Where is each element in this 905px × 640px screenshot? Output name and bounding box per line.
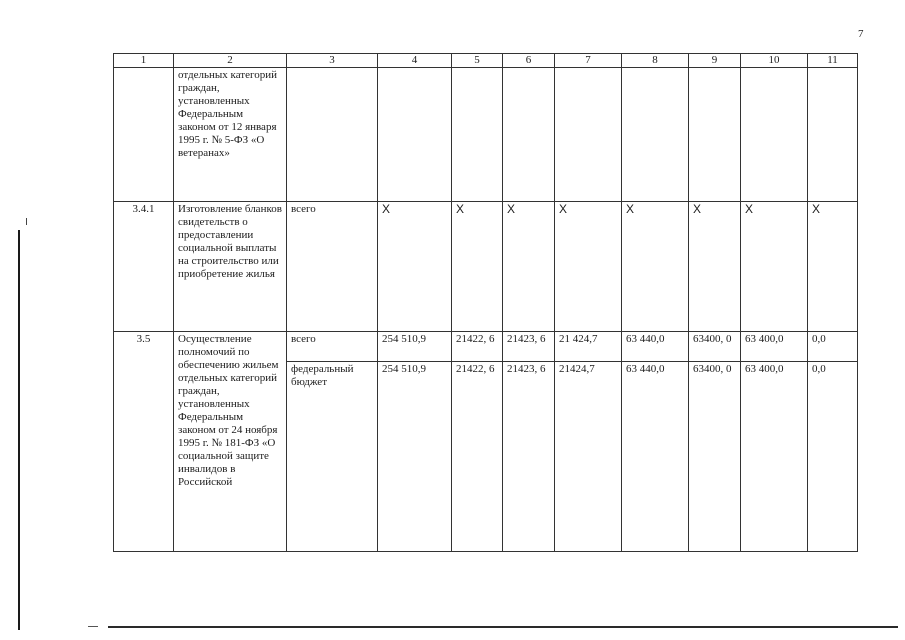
value-cell: 63 440,0 [622, 362, 689, 552]
header-cell: 10 [741, 54, 808, 68]
page-bottom-rule [108, 626, 898, 628]
value-cell: 63 400,0 [741, 362, 808, 552]
row-name-cell: Осуществление полномочий по обеспечению жильем отдельных категорий граждан, установленных Федеральным законом от 24 ноября 1995 г. № 181-ФЗ «О социальной защите инвалидов в Российской [174, 332, 287, 552]
header-row [114, 54, 858, 68]
table-row-3-4-1 [114, 202, 858, 332]
value-cell: Х [555, 202, 622, 332]
table-row-3-5-total [114, 332, 858, 362]
value-cell: 21423, 6 [503, 362, 555, 552]
header-cell: 1 [114, 54, 174, 68]
value-cell: 63 440,0 [622, 332, 689, 362]
row-name-cell: отдельных категорий граждан, установленных Федеральным законом от 12 января 1995 г. № 5-ФЗ «О ветеранах» [174, 68, 287, 202]
source-cell: всего [287, 332, 378, 362]
value-cell: 254 510,9 [378, 332, 452, 362]
value-cell: 21422, 6 [452, 362, 503, 552]
value-cell: 21423, 6 [503, 332, 555, 362]
row-number-cell: 3.4.1 [114, 202, 174, 332]
value-cell: 21422, 6 [452, 332, 503, 362]
header-cell: 4 [378, 54, 452, 68]
row-name-cell: Изготовление бланков свидетельств о предоставлении социальной выплаты на строительство или приобретение жилья [174, 202, 287, 332]
value-cell: 21424,7 [555, 362, 622, 552]
margin-tick [26, 218, 27, 225]
table-row-continuation [114, 68, 858, 202]
row-number-cell [114, 68, 174, 202]
value-cell: 21 424,7 [555, 332, 622, 362]
page-number: 7 [858, 28, 864, 40]
value-cell: 0,0 [808, 332, 858, 362]
value-cell: Х [622, 202, 689, 332]
value-cell: Х [689, 202, 741, 332]
header-cell: 5 [452, 54, 503, 68]
value-cell: Х [503, 202, 555, 332]
header-cell: 11 [808, 54, 858, 68]
header-cell: 2 [174, 54, 287, 68]
scan-edge-bar [18, 230, 20, 630]
value-cell: 63400, 0 [689, 362, 741, 552]
budget-table [113, 53, 858, 552]
value-cell: 0,0 [808, 362, 858, 552]
scan-artifact-dash [88, 626, 98, 627]
value-cell: 63400, 0 [689, 332, 741, 362]
value-cell: Х [808, 202, 858, 332]
header-cell: 8 [622, 54, 689, 68]
value-cell: 63 400,0 [741, 332, 808, 362]
header-cell: 9 [689, 54, 741, 68]
header-cell: 6 [503, 54, 555, 68]
value-cell: Х [378, 202, 452, 332]
row-number-cell: 3.5 [114, 332, 174, 552]
value-cell: 254 510,9 [378, 362, 452, 552]
header-cell: 7 [555, 54, 622, 68]
source-cell: всего [287, 202, 378, 332]
source-cell: федеральный бюджет [287, 362, 378, 552]
value-cell: Х [741, 202, 808, 332]
header-cell: 3 [287, 54, 378, 68]
value-cell: Х [452, 202, 503, 332]
